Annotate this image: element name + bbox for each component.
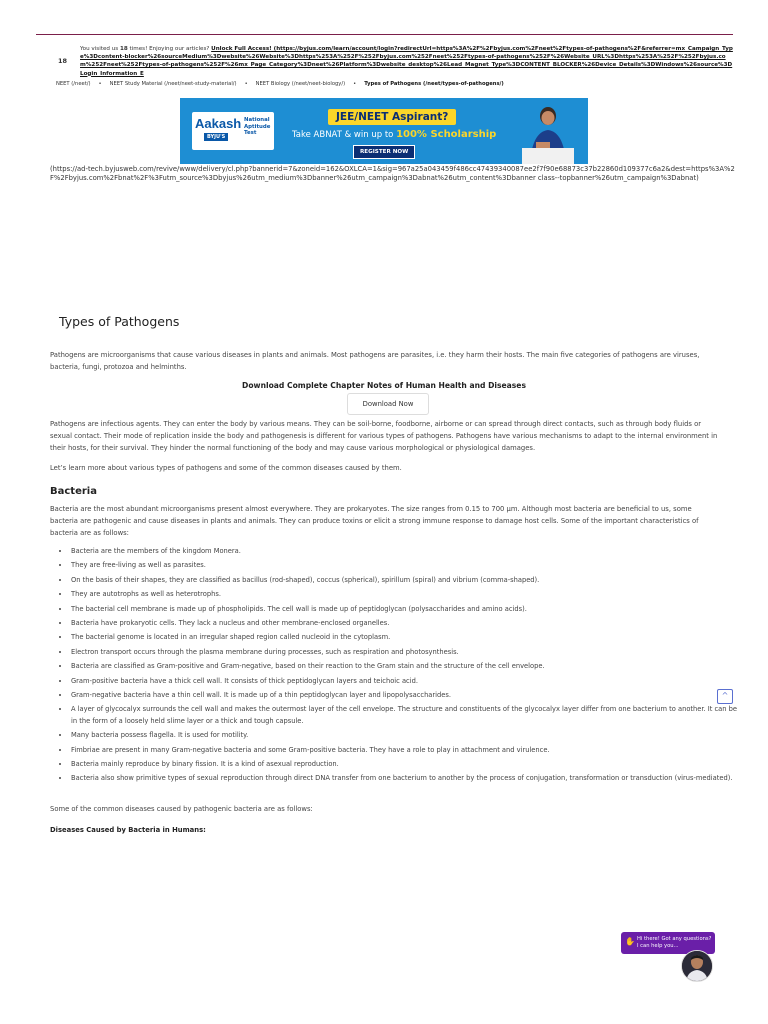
list-item: • Fimbriae are present in many Gram-negative bacteria and some Gram-positive bacteria. They have a role to play in attachment and virulence.: [70, 745, 740, 757]
bacteria-intro-paragraph: Bacteria are the most abundant microorganisms present almost everywhere. They are prokaryotes. The size ranges from 0.15 to 700 µm. Although most bacteria are beneficial to us, some bacteria are pathogenic and cause diseases in plants and animals. They can produce toxins or elicit a strong immune response to damage host cells. Some of the important characteristics of bacteria are as follows:: [50, 505, 699, 537]
visit-count-badge: 18: [58, 57, 68, 65]
diseases-subheading: Diseases Caused by Bacteria in Humans:: [50, 826, 206, 834]
breadcrumb-item-study-material[interactable]: NEET Study Material (/neet/neet-study-material/): [109, 81, 237, 87]
list-item: • The bacterial cell membrane is made up of phospholipids. The cell wall is made up of peptidoglycan (polysaccharides and amino acids).: [70, 604, 740, 616]
wave-hand-icon: ✋: [625, 937, 635, 946]
list-item: • Electron transport occurs through the plasma membrane during processes, such as respiration and photosynthesis.: [70, 647, 740, 659]
page-title: Types of Pathogens: [59, 314, 180, 329]
list-item: • A layer of glycocalyx surrounds the cell wall and makes the outermost layer of the cell envelope. The structure and constituents of the glycocalyx layer differ from one bacterium to another. It can be in the form of a loosely held slime layer or a thick and tough capsule.: [70, 704, 740, 727]
breadcrumb-item-biology[interactable]: NEET Biology (/neet/neet-biology/): [255, 81, 346, 87]
chevron-up-icon: ^: [721, 691, 729, 700]
download-now-button[interactable]: Download Now: [347, 393, 429, 415]
diseases-intro-paragraph: Some of the common diseases caused by pathogenic bacteria are as follows:: [50, 805, 313, 813]
banner-subline: Take ABNAT & win up to 100% Scholarship: [292, 129, 497, 140]
banner-title: JEE/NEET Aspirant?: [328, 109, 456, 125]
pathogens-paragraph: Pathogens are infectious agents. They can enter the body by various means. They can be soil-borne, foodborne, airborne or can spread through direct contacts, such as through body fluids or sexual contact. Their mode of replication inside the body and pathogenesis is different for various types of pathogens. Pathogens have various mechanisms to adapt to the internal environment in their hosts, for their survival. They hinder the normal functioning of the body and may cause various morphological or physiological damages.: [50, 420, 718, 452]
list-item: • Gram-negative bacteria have a thin cell wall. It is made up of a thin peptidoglycan layer and lipopolysaccharides.: [70, 690, 740, 702]
breadcrumb-item-neet[interactable]: NEET (/neet/): [56, 81, 91, 87]
ad-tracking-link[interactable]: (https://ad-tech.byjusweb.com/revive/www/delivery/cl.php?bannerid=7&zoneid=162&OXLCA=1&sig=967a25a043459f486cc47439340087ee2f7f90e68873c37b22860d109377c6a2&dest=https%3A%2F%2Fbyjus.com%2Fbnat%2F%3Futm_source%3Dbyjus%26utm_medium%3Dbanner%26utm_campaign%3Dabnat%26utm_content%3Dbanner class--topbanner%26utm_campaign%3Dabnat): [50, 165, 735, 182]
breadcrumb-separator: •: [98, 81, 102, 87]
chat-agent-avatar[interactable]: [681, 950, 713, 982]
download-notes-title: Download Complete Chapter Notes of Human Health and Diseases: [242, 381, 526, 390]
list-item: • Bacteria mainly reproduce by binary fission. It is a kind of asexual reproduction.: [70, 759, 740, 771]
list-item: • Many bacteria possess flagella. It is used for motility.: [70, 730, 740, 742]
list-item: • Bacteria are the members of the kingdom Monera.: [70, 546, 740, 558]
list-item: • Bacteria also show primitive types of sexual reproduction through direct DNA transfer from one bacterium to another by the process of conjugation, transformation or transduction (virus-mediated).: [70, 773, 740, 785]
abnat-ad-banner[interactable]: [180, 98, 588, 164]
intro-paragraph: Pathogens are microorganisms that cause various diseases in plants and animals. Most pathogens are parasites, i.e. they harm their hosts. The main five categories of pathogens are viruses, bacteria, fungi, protozoa and helminths.: [50, 351, 700, 371]
unlock-full-access-link[interactable]: Unlock Full Access! (https://byjus.com/learn/account/login?redirectUrl=https%3A%2F%2Fbyjus.com%2Fneet%2Ftypes-of-pathogens%2F&referrer=mx_Campaign_Type%3Dcontent-blocker%26sourceMedium%3Dwebsite%26Website%3Dhttps%253A%252F%252Fbyjus.com%252Fneet%252Ftypes-of-pathogens%252F%26Website_URL%3Dhttps%253A%252F%252Fbyjus.com%252Fneet%252Ftypes-of-pathogens%252F%26mx_Page_Category%3Dneet%26Platform%3Dwebsite_desktop%26Lead_Magnet_Type%3DCONTENT_BLOCKER%26Device_Details%3DWindows%26source%3DLogin_Information_E: [80, 46, 733, 77]
aptitude-test-label: National Aptitude Test: [244, 117, 271, 137]
section-heading-bacteria: Bacteria: [50, 486, 97, 497]
visit-notice: [58, 45, 733, 78]
top-divider: [36, 34, 733, 35]
learn-more-paragraph: Let’s learn more about various types of pathogens and some of the common diseases caused by them.: [50, 464, 402, 472]
breadcrumb-separator: •: [353, 81, 357, 87]
aakash-logo: Aakash BYJU'S National Aptitude Test: [192, 112, 274, 150]
person-icon: [682, 951, 712, 981]
list-item: • Gram-positive bacteria have a thick cell wall. It consists of thick peptidoglycan layers and teichoic acid.: [70, 676, 740, 688]
visit-message: You visited us 18 times! Enjoying our articles? Unlock Full Access! (https://byjus.com/learn/account/login?redirectUrl=https%3A%2F%2Fbyjus.com%2Fneet%2Ftypes-of-pathogens%2F&referrer=mx_Campaign_Type%3Dcontent-blocker%26sourceMedium%3Dwebsite%26Website%3Dhttps%253A%252F%252Fbyjus.com%252Fneet%252Ftypes-of-pathogens%252F%26Website_URL%3Dhttps%253A%252F%252Fbyjus.com%252Fneet%252Ftypes-of-pathogens%252F%26mx_Page_Category%3Dneet%26Platform%3Dwebsite_desktop%26Lead_Magnet_Type%3DCONTENT_BLOCKER%26Device_Details%3DWindows%26source%3DLogin_Information_E: [80, 46, 733, 77]
list-item: • Bacteria have prokaryotic cells. They lack a nucleus and other membrane-enclosed organelles.: [70, 618, 740, 630]
breadcrumb-item-current[interactable]: Types of Pathogens (/neet/types-of-pathogens/): [364, 81, 504, 87]
list-item: • They are autotrophs as well as heterotrophs.: [70, 589, 740, 601]
list-item: • They are free-living as well as parasites.: [70, 560, 740, 572]
register-now-button[interactable]: REGISTER NOW: [353, 145, 415, 159]
list-item: • The bacterial genome is located in an irregular shaped region called nucleoid in the cytoplasm.: [70, 632, 740, 644]
scroll-to-top-button[interactable]: [717, 689, 733, 704]
student-illustration: [518, 102, 578, 164]
bacteria-characteristics-list: [50, 546, 740, 788]
breadcrumb: [56, 81, 504, 87]
chat-message: Hi there! Got any questions? I can help you...: [637, 936, 712, 949]
list-item: • Bacteria are classified as Gram-positive and Gram-negative, based on their reaction to the Gram stain and the structure of the cell envelope.: [70, 661, 740, 673]
list-item: • On the basis of their shapes, they are classified as bacillus (rod-shaped), coccus (spherical), spirillum (spiral) and vibrium (comma-shaped).: [70, 575, 740, 587]
breadcrumb-separator: •: [244, 81, 248, 87]
